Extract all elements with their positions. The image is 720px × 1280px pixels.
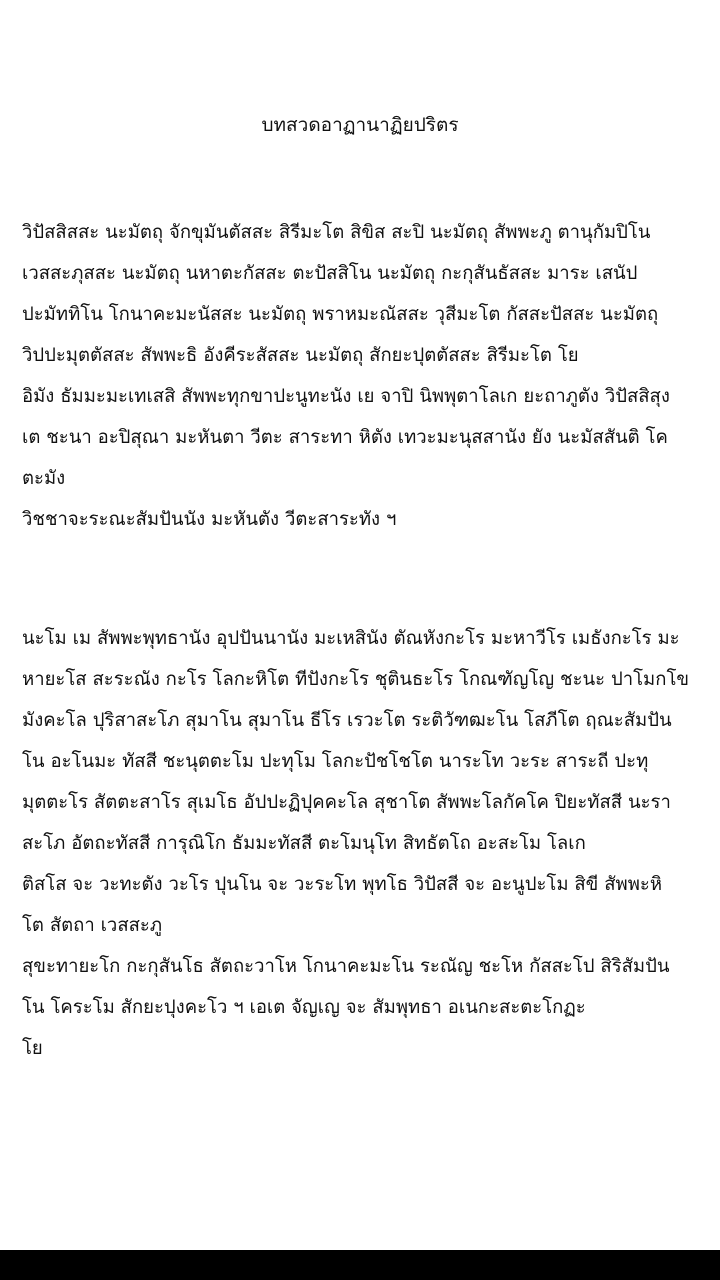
text-line: เวสสะภุสสะ นะมัตถุ นหาตะกัสสะ ตะปัสสิโน นะมัตถุ กะกุสันธัสสะ มาระ เสนัป [22,263,638,284]
text-line: โต สัตถา เวสสะภู [22,915,163,936]
text-line: เต ชะนา อะปิสุณา มะหันตา วีตะ สาระทา หิตัง เทวะมะนุสสานัง ยัง นะมัสสันติ โค [22,427,668,448]
text-line: มุตตะโร สัตตะสาโร สุเมโธ อัปปะฏิปุคคะโล สุชาโต สัพพะโลกัคโค ปิยะทัสสี นะรา [22,792,671,813]
text-line: อิมัง ธัมมะมะเทเสสิ สัพพะทุกขาปะนูทะนัง เย จาปิ นิพพุตาโลเก ยะถาภูตัง วิปัสสิสุง [22,386,670,407]
text-line: โน โคระโม สักยะปุงคะโว ฯ เอเต จัญเญ จะ สัมพุทธา อเนกะสะตะโกฏะ [22,997,586,1018]
text-line: หายะโส สะระณัง กะโร โลกะหิโต ทีปังกะโร ชุตินธะโร โกณฑัญโญ ชะนะ ปาโมกโข [22,669,690,690]
text-line: โย [22,1038,43,1059]
text-line: วิชชาจะระณะสัมปันนัง มะหันตัง วีตะสาระทัง ฯ [22,509,397,530]
document-title: บทสวดอาฏานาฏิยปริตร [261,114,459,136]
text-line: วิปปะมุตตัสสะ สัพพะธิ อังคีระสัสสะ นะมัตถุ สักยะปุตตัสสะ สิรีมะโต โย [22,345,579,366]
text-line: สะโภ อัตถะทัสสี การุณิโก ธัมมะทัสสี ตะโมนุโท สิทธัตโถ อะสะโม โลเก [22,833,586,854]
text-line: ปะมัททิโน โกนาคะมะนัสสะ นะมัตถุ พราหมะณัสสะ วุสีมะโต กัสสะปัสสะ นะมัตถุ [22,304,659,325]
text-line: โน อะโนมะ ทัสสี ชะนุตตะโม ปะทุโม โลกะปัชโชโต นาระโท วะระ สาระถี ปะทุ [22,751,649,772]
text-line: ติสโส จะ วะทะตัง วะโร ปุนโน จะ วะระโท พุทโธ วิปัสสี จะ อะนูปะโม สิขี สัพพะหิ [22,874,663,895]
text-line: วิปัสสิสสะ นะมัตถุ จักขุมันตัสสะ สิรีมะโต สิขิส สะปิ นะมัตถุ สัพพะภู ตานุกัมปิโน [22,222,651,243]
text-line: สุขะทายะโก กะกุสันโธ สัตถะวาโห โกนาคะมะโน ระณัญ ชะโห กัสสะโป สิริสัมปัน [22,956,670,977]
chant-section-1 [22,212,712,540]
text-line: มังคะโล ปุริสาสะโภ สุมาโน สุมาโน ธีโร เรวะโต ระติวัฑฒะโน โสภีโต ฤณะสัมปัน [22,710,672,731]
bottom-bar [0,1250,720,1280]
text-line: ตะมัง [22,468,66,489]
text-line: นะโม เม สัพพะพุทธานัง อุปปันนานัง มะเหสินัง ตัณหังกะโร มะหาวีโร เมธังกะโร มะ [22,628,680,649]
chant-section-2 [22,618,712,1069]
